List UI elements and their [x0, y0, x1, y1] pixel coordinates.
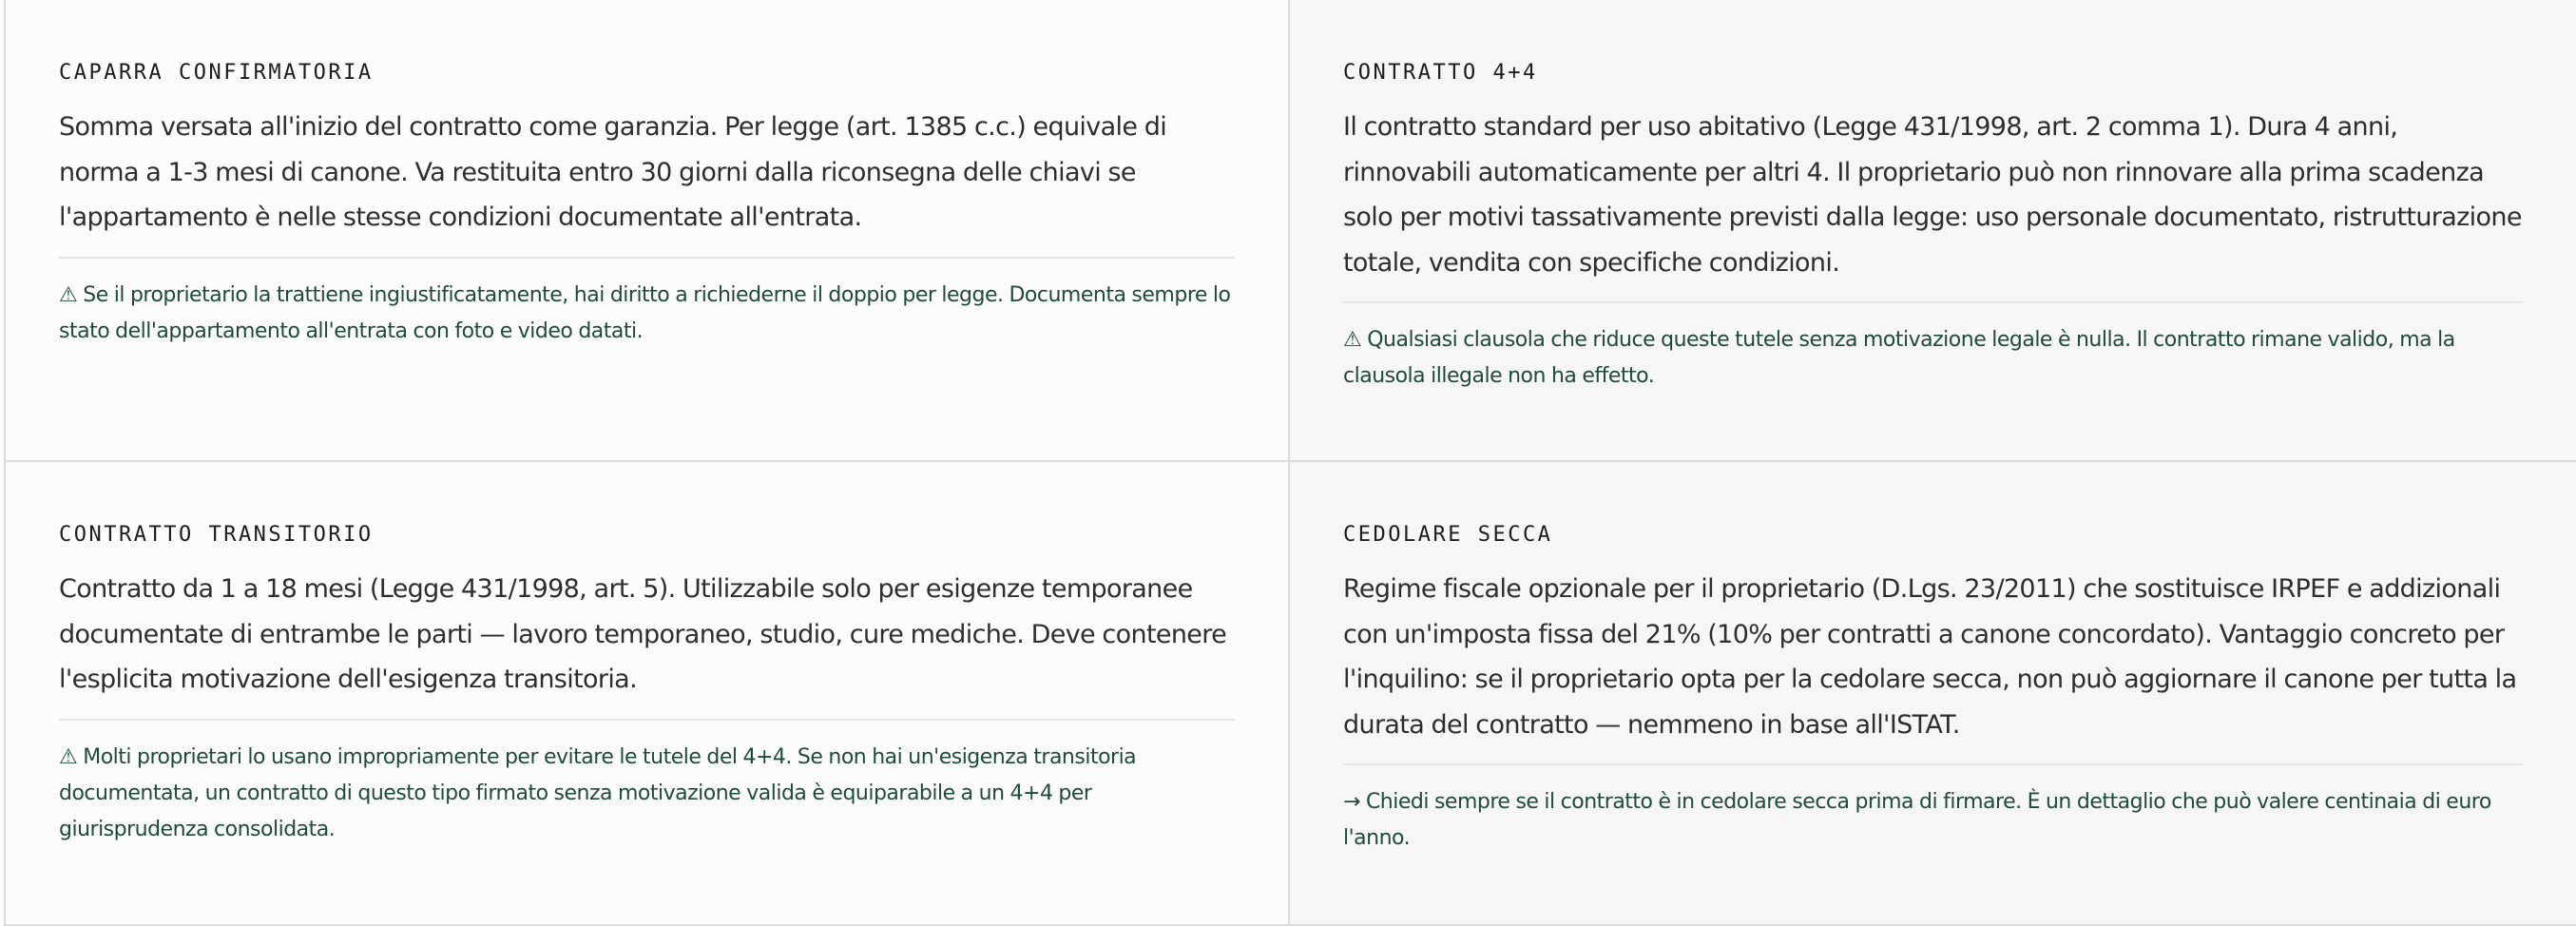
- card-divider: [59, 257, 1235, 259]
- card-caparra-confirmatoria: [6, 0, 1290, 462]
- card-note: [59, 278, 1235, 350]
- card-description: Regime fiscale opzionale per il proprietario (D.Lgs. 23/2011) che sostituisce IRPEF e addizionali con un'imposta fissa del 21% (10% per contratti a canone concordato). Vantaggio concreto per l'inquilino: se il proprietario opta per la cedolare secca, non può aggiornare il canone per tutta la durata del contratto — nemmeno in base all'ISTAT.: [1343, 574, 2517, 740]
- warning-icon: ⚠: [59, 744, 78, 769]
- card-title: CEDOLARE SECCA: [1343, 523, 1553, 547]
- warning-icon: ⚠: [1343, 328, 1362, 352]
- card-description: Contratto da 1 a 18 mesi (Legge 431/1998, art. 5). Utilizzabile solo per esigenze temporanee documentate di entrambe le parti — lavoro temporaneo, studio, cure mediche. Deve contenere l'esplicita motivazione dell'esigenza transitoria.: [59, 574, 1227, 694]
- card-note: [1343, 322, 2523, 395]
- card-divider: [1343, 763, 2523, 765]
- card-contratto-4-4: [1290, 0, 2576, 462]
- card-divider: [1343, 301, 2523, 303]
- card-note-text: Molti proprietari lo usano impropriamente per evitare le tutele del 4+4. Se non hai un'esigenza transitoria documentata, un contratto di questo tipo firmato senza motivazione valida è equiparabile a un 4+4 per giurisprudenza consolidata.: [59, 744, 1137, 841]
- card-title: CAPARRA CONFIRMATORIA: [59, 61, 374, 85]
- card-note: [1343, 784, 2523, 857]
- card-title: CONTRATTO TRANSITORIO: [59, 523, 374, 547]
- card-note-text: Chiedi sempre se il contratto è in cedolare secca prima di firmare. È un dettaglio che può valere centinaia di euro l'anno.: [1343, 790, 2491, 850]
- glossary-grid: [4, 0, 2576, 926]
- arrow-right-icon: →: [1343, 790, 1360, 814]
- card-description: Somma versata all'inizio del contratto come garanzia. Per legge (art. 1385 c.c.) equivale di norma a 1-3 mesi di canone. Va restituita entro 30 giorni dalla riconsegna delle chiavi se l'appartamento è nelle stesse condizioni documentate all'entrata.: [59, 112, 1167, 232]
- card-cedolare-secca: [1290, 462, 2576, 926]
- card-note: [59, 740, 1235, 848]
- card-note-text: Qualsiasi clausola che riduce queste tutele senza motivazione legale è nulla. Il contratto rimane valido, ma la clausola illegale non ha effetto.: [1343, 328, 2455, 388]
- warning-icon: ⚠: [59, 282, 78, 307]
- card-title: CONTRATTO 4+4: [1343, 61, 1538, 85]
- card-note-text: Se il proprietario la trattiene ingiustificatamente, hai diritto a richiederne il doppio per legge. Documenta sempre lo stato dell'appartamento all'entrata con foto e video datati.: [59, 282, 1231, 343]
- card-divider: [59, 719, 1235, 721]
- card-description: Il contratto standard per uso abitativo (Legge 431/1998, art. 2 comma 1). Dura 4 anni, rinnovabili automaticamente per altri 4. Il proprietario può non rinnovare alla prima scadenza solo per motivi tassativamente previsti dalla legge: uso personale documentato, ristrutturazione totale, vendita con specifiche condizioni.: [1343, 112, 2522, 278]
- card-contratto-transitorio: [6, 462, 1290, 926]
